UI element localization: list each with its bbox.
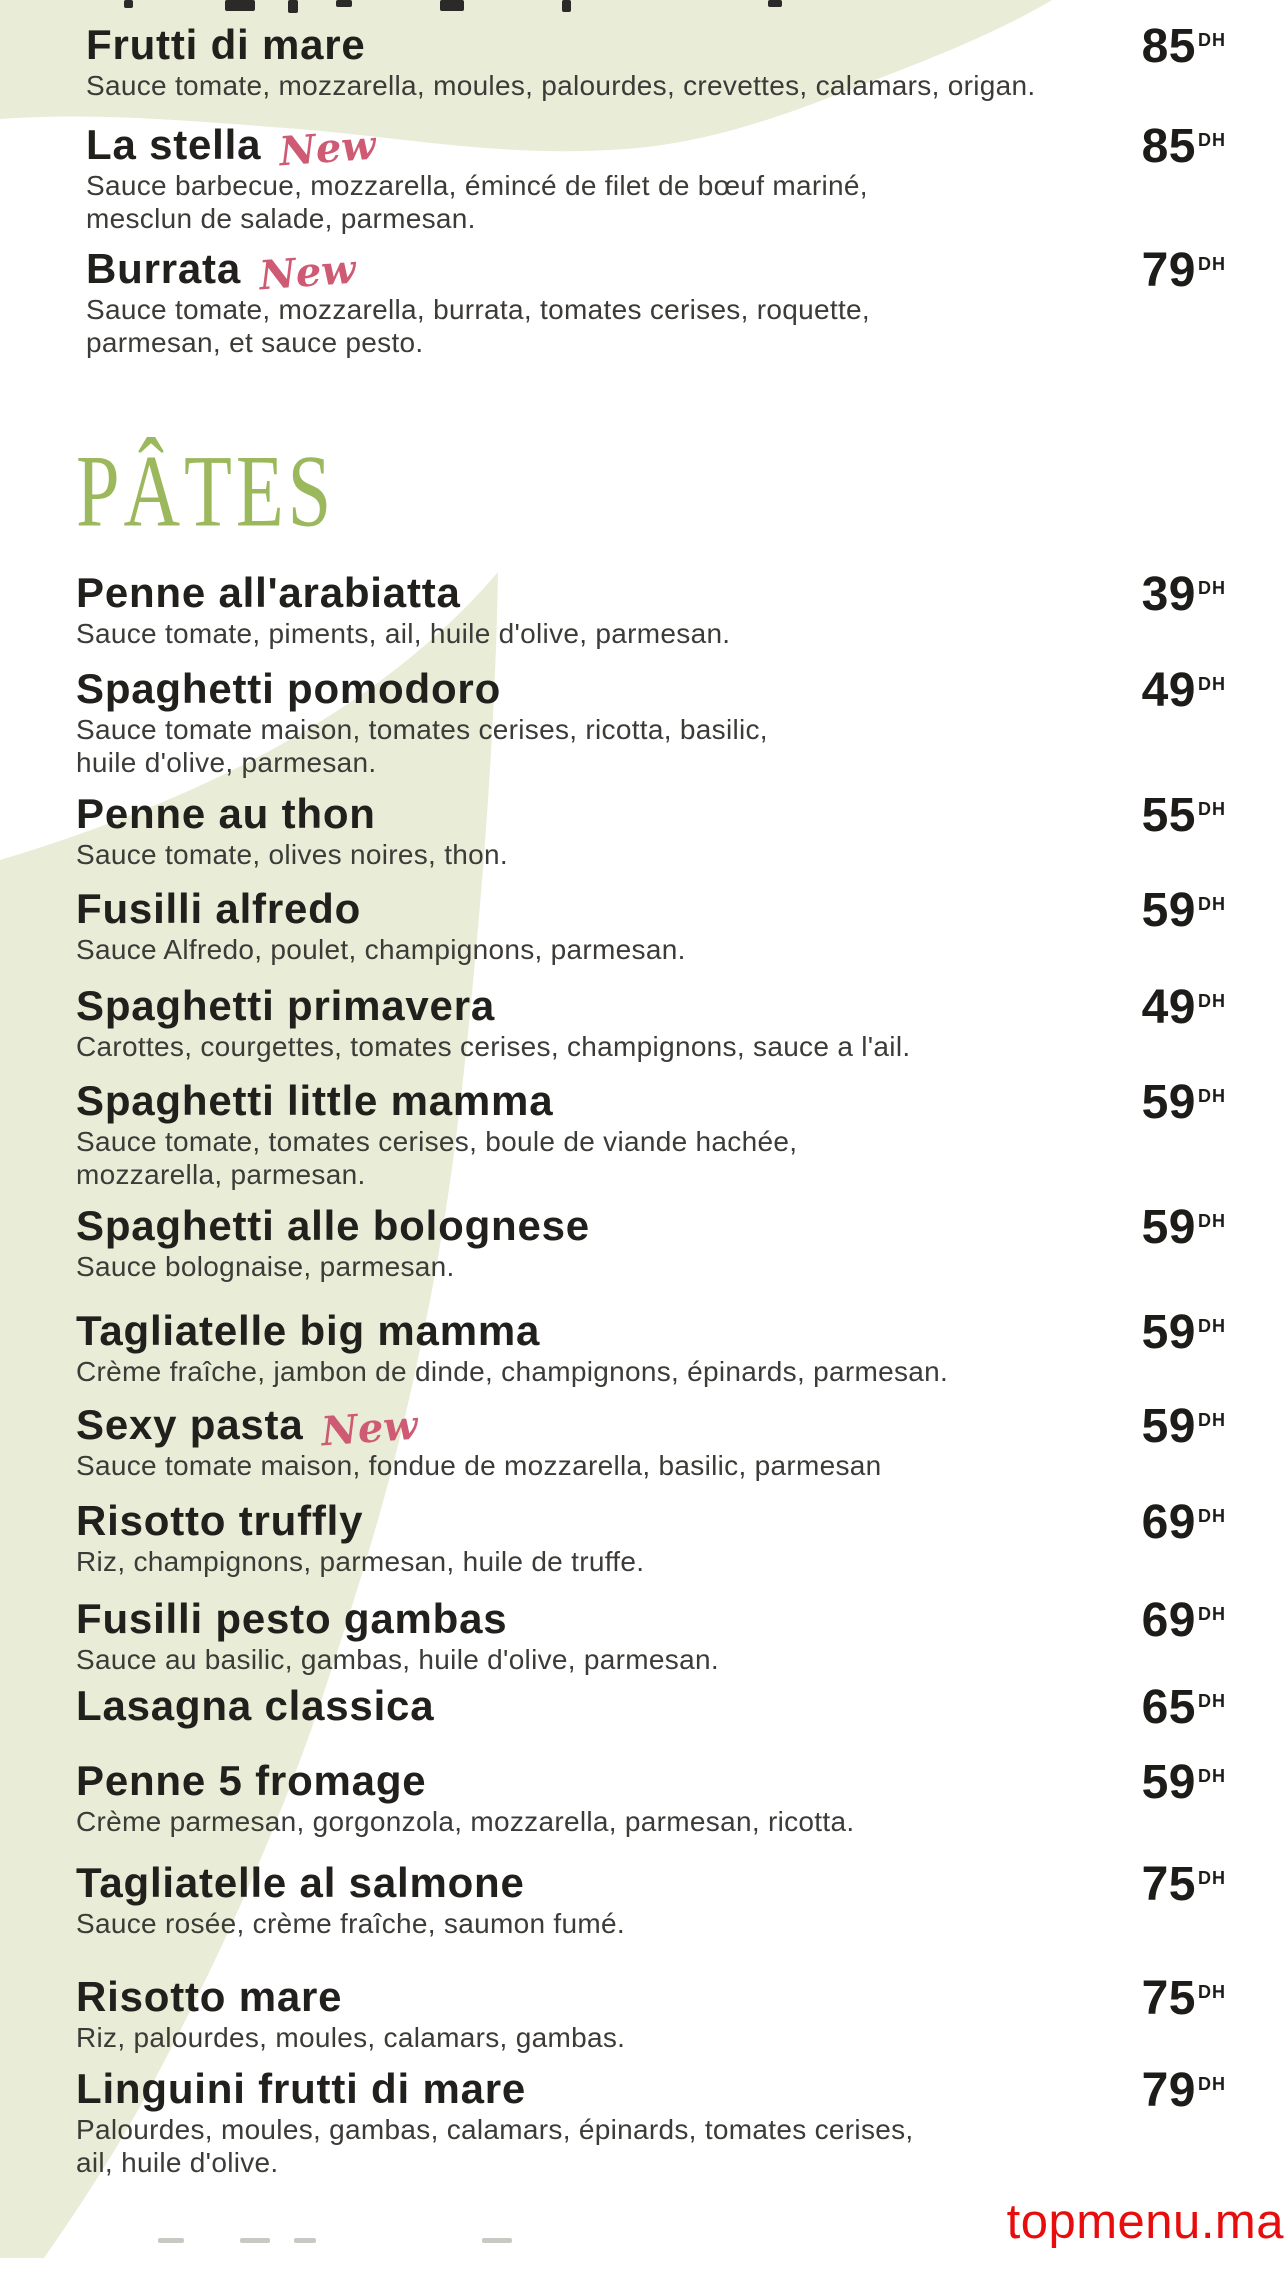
item-price [1141, 981, 1226, 1034]
currency-suffix: DH [1198, 1766, 1226, 1786]
currency-suffix: DH [1198, 1691, 1226, 1711]
item-description: Palourdes, moules, gambas, calamars, épinards, tomates cerises, ail, huile d'olive. [76, 2114, 914, 2178]
text-remnant [225, 0, 255, 11]
text-remnant [288, 0, 298, 13]
currency-suffix: DH [1198, 1316, 1226, 1336]
menu-item [0, 1972, 1284, 2054]
currency-suffix: DH [1198, 1211, 1226, 1231]
item-description: Sauce rosée, crème fraîche, saumon fumé. [76, 1908, 625, 1939]
item-description: Riz, champignons, parmesan, huile de truffe. [76, 1546, 645, 1577]
item-price [1141, 2064, 1226, 2117]
item-name: Spaghetti little mamma [76, 1077, 554, 1124]
text-remnant [240, 2238, 270, 2243]
currency-suffix: DH [1198, 894, 1226, 914]
menu-item [0, 2064, 1284, 2179]
price-value: 69 [1141, 1594, 1196, 1647]
price-value: 85 [1141, 120, 1196, 173]
item-price [1141, 120, 1226, 173]
item-price [1141, 1756, 1226, 1809]
item-name: Frutti di mare [86, 21, 366, 68]
item-price [1141, 1594, 1226, 1647]
menu-item [0, 1201, 1284, 1283]
menu-item [0, 120, 1284, 235]
menu-item [0, 1076, 1284, 1191]
item-description: Sauce tomate maison, tomates cerises, ricotta, basilic, huile d'olive, parmesan. [76, 714, 768, 778]
menu-item [0, 1594, 1284, 1676]
currency-suffix: DH [1198, 1086, 1226, 1106]
currency-suffix: DH [1198, 1506, 1226, 1526]
currency-suffix: DH [1198, 991, 1226, 1011]
item-name: Spaghetti alle bolognese [76, 1202, 590, 1249]
menu-item [0, 789, 1284, 871]
item-name: Risotto mare [76, 1973, 343, 2020]
item-price [1141, 1076, 1226, 1129]
text-remnant [562, 0, 571, 12]
price-value: 75 [1141, 1858, 1196, 1911]
item-price [1141, 568, 1226, 621]
item-name: Fusilli pesto gambas [76, 1595, 508, 1642]
price-value: 79 [1141, 2064, 1196, 2117]
item-description: Crème parmesan, gorgonzola, mozzarella, parmesan, ricotta. [76, 1806, 855, 1837]
item-name: Penne all'arabiatta [76, 569, 461, 616]
price-value: 59 [1141, 884, 1196, 937]
text-remnant [482, 2238, 512, 2243]
item-price [1141, 1681, 1226, 1734]
text-remnant [124, 0, 133, 8]
menu-item [0, 664, 1284, 779]
item-description: Crème fraîche, jambon de dinde, champignons, épinards, parmesan. [76, 1356, 949, 1387]
item-name: Fusilli alfredo [76, 885, 362, 932]
item-description: Sauce Alfredo, poulet, champignons, parmesan. [76, 934, 686, 965]
price-value: 59 [1141, 1076, 1196, 1129]
price-value: 65 [1141, 1681, 1196, 1734]
item-name: Spaghetti pomodoro [76, 665, 502, 712]
menu-item [0, 1400, 1284, 1482]
currency-suffix: DH [1198, 1982, 1226, 2002]
item-name: Tagliatelle big mamma [76, 1307, 541, 1354]
item-name: Penne au thon [76, 790, 376, 837]
item-price [1141, 664, 1226, 717]
item-name: Lasagna classica [76, 1682, 435, 1729]
currency-suffix: DH [1198, 30, 1226, 50]
item-description: Sauce tomate, piments, ail, huile d'olive, parmesan. [76, 618, 731, 649]
item-price [1141, 1972, 1226, 2025]
menu-item [0, 1858, 1284, 1940]
menu-item [0, 1306, 1284, 1388]
price-value: 79 [1141, 244, 1196, 297]
item-name: Spaghetti primavera [76, 982, 495, 1029]
item-description: Sauce tomate, olives noires, thon. [76, 839, 508, 870]
text-remnant [336, 0, 352, 7]
section-title-pates: PÂTES [76, 435, 336, 549]
currency-suffix: DH [1198, 1410, 1226, 1430]
price-value: 55 [1141, 789, 1196, 842]
price-value: 75 [1141, 1972, 1196, 2025]
item-description: Sauce bolognaise, parmesan. [76, 1251, 455, 1282]
new-badge: New [257, 245, 358, 300]
menu-item [0, 1681, 1284, 1734]
price-value: 85 [1141, 20, 1196, 73]
item-price [1141, 244, 1226, 297]
item-price [1141, 1306, 1226, 1359]
item-name: La stella [86, 121, 262, 168]
item-price [1141, 789, 1226, 842]
item-price [1141, 1858, 1226, 1911]
currency-suffix: DH [1198, 674, 1226, 694]
item-price [1141, 1400, 1226, 1453]
item-name: Sexy pasta [76, 1401, 304, 1448]
currency-suffix: DH [1198, 578, 1226, 598]
item-description: Sauce au basilic, gambas, huile d'olive, parmesan. [76, 1644, 719, 1675]
watermark-topmenu: topmenu.ma [1006, 2195, 1284, 2249]
currency-suffix: DH [1198, 254, 1226, 274]
text-remnant [440, 0, 464, 11]
price-value: 59 [1141, 1756, 1196, 1809]
menu-item [0, 1756, 1284, 1838]
currency-suffix: DH [1198, 799, 1226, 819]
item-description: Sauce tomate maison, fondue de mozzarella, basilic, parmesan [76, 1450, 882, 1481]
price-value: 49 [1141, 664, 1196, 717]
currency-suffix: DH [1198, 130, 1226, 150]
item-price [1141, 884, 1226, 937]
menu-item [0, 20, 1284, 102]
currency-suffix: DH [1198, 2074, 1226, 2094]
item-description: Sauce tomate, mozzarella, burrata, tomates cerises, roquette, parmesan, et sauce pesto. [86, 294, 870, 358]
price-value: 49 [1141, 981, 1196, 1034]
item-description: Sauce tomate, mozzarella, moules, palourdes, crevettes, calamars, origan. [86, 70, 1036, 101]
item-description: Riz, palourdes, moules, calamars, gambas. [76, 2022, 626, 2053]
item-description: Sauce tomate, tomates cerises, boule de viande hachée, mozzarella, parmesan. [76, 1126, 798, 1190]
item-name: Burrata [86, 245, 241, 292]
item-name: Linguini frutti di mare [76, 2065, 527, 2112]
price-value: 59 [1141, 1400, 1196, 1453]
price-value: 59 [1141, 1201, 1196, 1254]
text-remnant [294, 2238, 316, 2243]
text-remnant [158, 2238, 184, 2243]
item-price [1141, 1201, 1226, 1254]
price-value: 69 [1141, 1496, 1196, 1549]
item-price [1141, 20, 1226, 73]
menu-item [0, 568, 1284, 650]
price-value: 39 [1141, 568, 1196, 621]
item-description: Carottes, courgettes, tomates cerises, champignons, sauce a l'ail. [76, 1031, 911, 1062]
menu-item [0, 1496, 1284, 1578]
menu-item [0, 884, 1284, 966]
currency-suffix: DH [1198, 1868, 1226, 1888]
menu-item [0, 981, 1284, 1063]
text-remnant [768, 0, 782, 7]
item-name: Penne 5 fromage [76, 1757, 427, 1804]
price-value: 59 [1141, 1306, 1196, 1359]
item-price [1141, 1496, 1226, 1549]
item-name: Risotto truffly [76, 1497, 364, 1544]
item-description: Sauce barbecue, mozzarella, émincé de filet de bœuf mariné, mesclun de salade, parmesan. [86, 170, 868, 234]
new-badge: New [277, 121, 378, 176]
currency-suffix: DH [1198, 1604, 1226, 1624]
menu-item [0, 244, 1284, 359]
new-badge: New [320, 1401, 420, 1456]
item-name: Tagliatelle al salmone [76, 1859, 525, 1906]
